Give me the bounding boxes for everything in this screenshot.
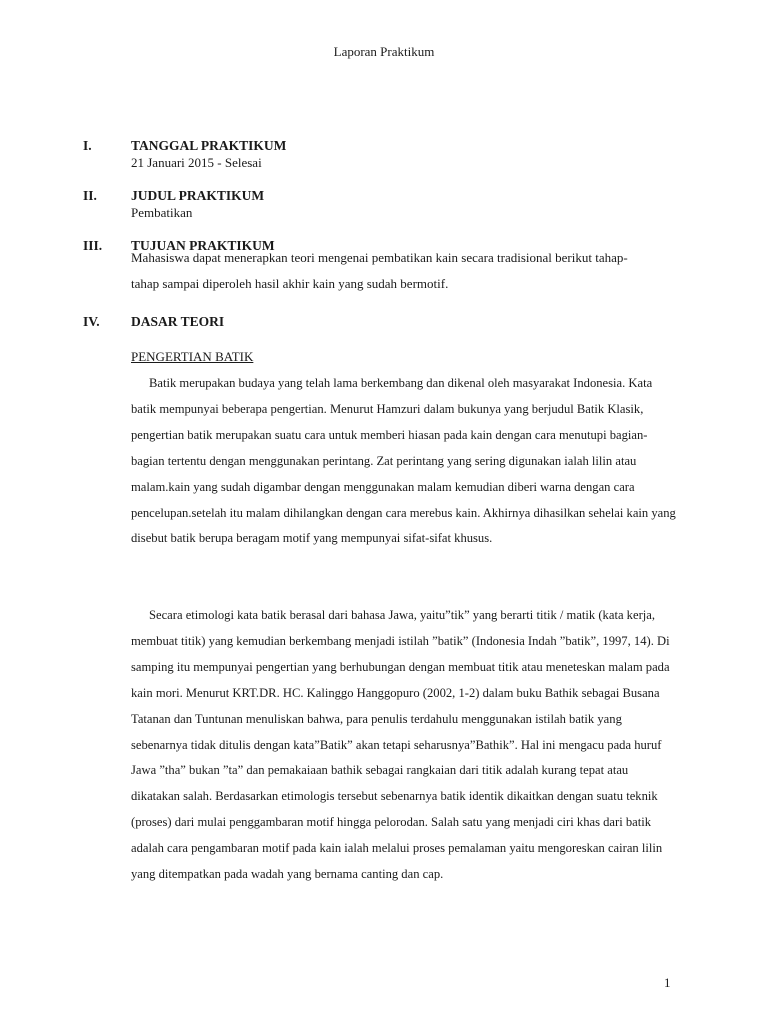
objective-text: Mahasiswa dapat menerapkan teori mengenai pembatikan kain secara tradisional berikut tahap-tahap sampai diperoleh hasil akhir kain yang sudah bermotif. (131, 250, 628, 291)
section-numeral: I. (83, 138, 92, 153)
section-title: JUDUL PRAKTIKUM (131, 188, 265, 203)
section-numeral: II. (83, 188, 97, 203)
page-number: 1 (664, 975, 671, 990)
theory-paragraph-2: Secara etimologi kata batik berasal dari bahasa Jawa, yaitu”tik” yang berarti titik / matik (kata kerja, membuat titik) yang kemudian berkembang menjadi istilah ”batik” (Indonesia Indah ”batik”, 1997, 14). Di samping itu mempunyai pengertian yang berhubungan dengan membuat titik atau meneteskan malam pada kain mori. Menurut KRT.DR. HC. Kalinggo Hanggopuro (2002, 1-2) dalam buku Bathik sebagai Busana Tatanan dan Tuntunan menuliskan bahwa, para penulis terdahulu menggunakan istilah batik yang sebenarnya tidak ditulis dengan kata”Batik” akan tetapi seharusnya”Bathik”. Hal ini mengacu pada huruf Jawa ”tha” bukan ”ta” dan pemakaiaan bathik sebagai rangkaian dari titik adalah kurang tepat atau dikatakan salah. Berdasarkan etimologis tersebut sebenarnya batik identik dikaitkan dengan suatu teknik (proses) dari mulai penggambaran motif hingga pelorodan. Salah satu yang menjadi ciri khas dari batik adalah cara pengambaran motif pada kain ialah melalui proses pemalaman yaitu mengoreskan cairan lilin yang ditempatkan pada wadah yang bernama canting dan cap. (131, 608, 670, 882)
section-numeral: III. (83, 238, 103, 253)
theory-paragraph-1: Batik merupakan budaya yang telah lama berkembang dan dikenal oleh masyarakat Indonesia. Kata batik mempunyai beberapa pengertian. Menurut Hamzuri dalam bukunya yang berjudul Batik Klasik, pengertian batik merupakan suatu cara untuk memberi hiasan pada kain dengan cara menutupi bagian-bagian tertentu dengan menggunakan perintang. Zat perintang yang sering digunakan ialah lilin atau malam.kain yang sudah digambar dengan menggunakan malam kemudian diberi warna dengan cara pencelupan.setelah itu malam dihilangkan dengan cara merebus kain. Akhirnya dihasilkan sehelai kain yang disebut batik berupa beragam motif yang mempunyai sifat-sifat khusus. (131, 376, 676, 546)
section-title: TUJUAN PRAKTIKUM (131, 238, 275, 253)
section-title: DASAR TEORI (131, 314, 225, 329)
subheading-pengertian-batik: PENGERTIAN BATIK (131, 349, 254, 364)
section-numeral: IV. (83, 314, 100, 329)
section-value: 21 Januari 2015 - Selesai (131, 155, 262, 170)
section-title: TANGGAL PRAKTIKUM (131, 138, 287, 153)
page-header: Laporan Praktikum (333, 44, 435, 59)
section-value: Pembatikan (131, 205, 193, 220)
